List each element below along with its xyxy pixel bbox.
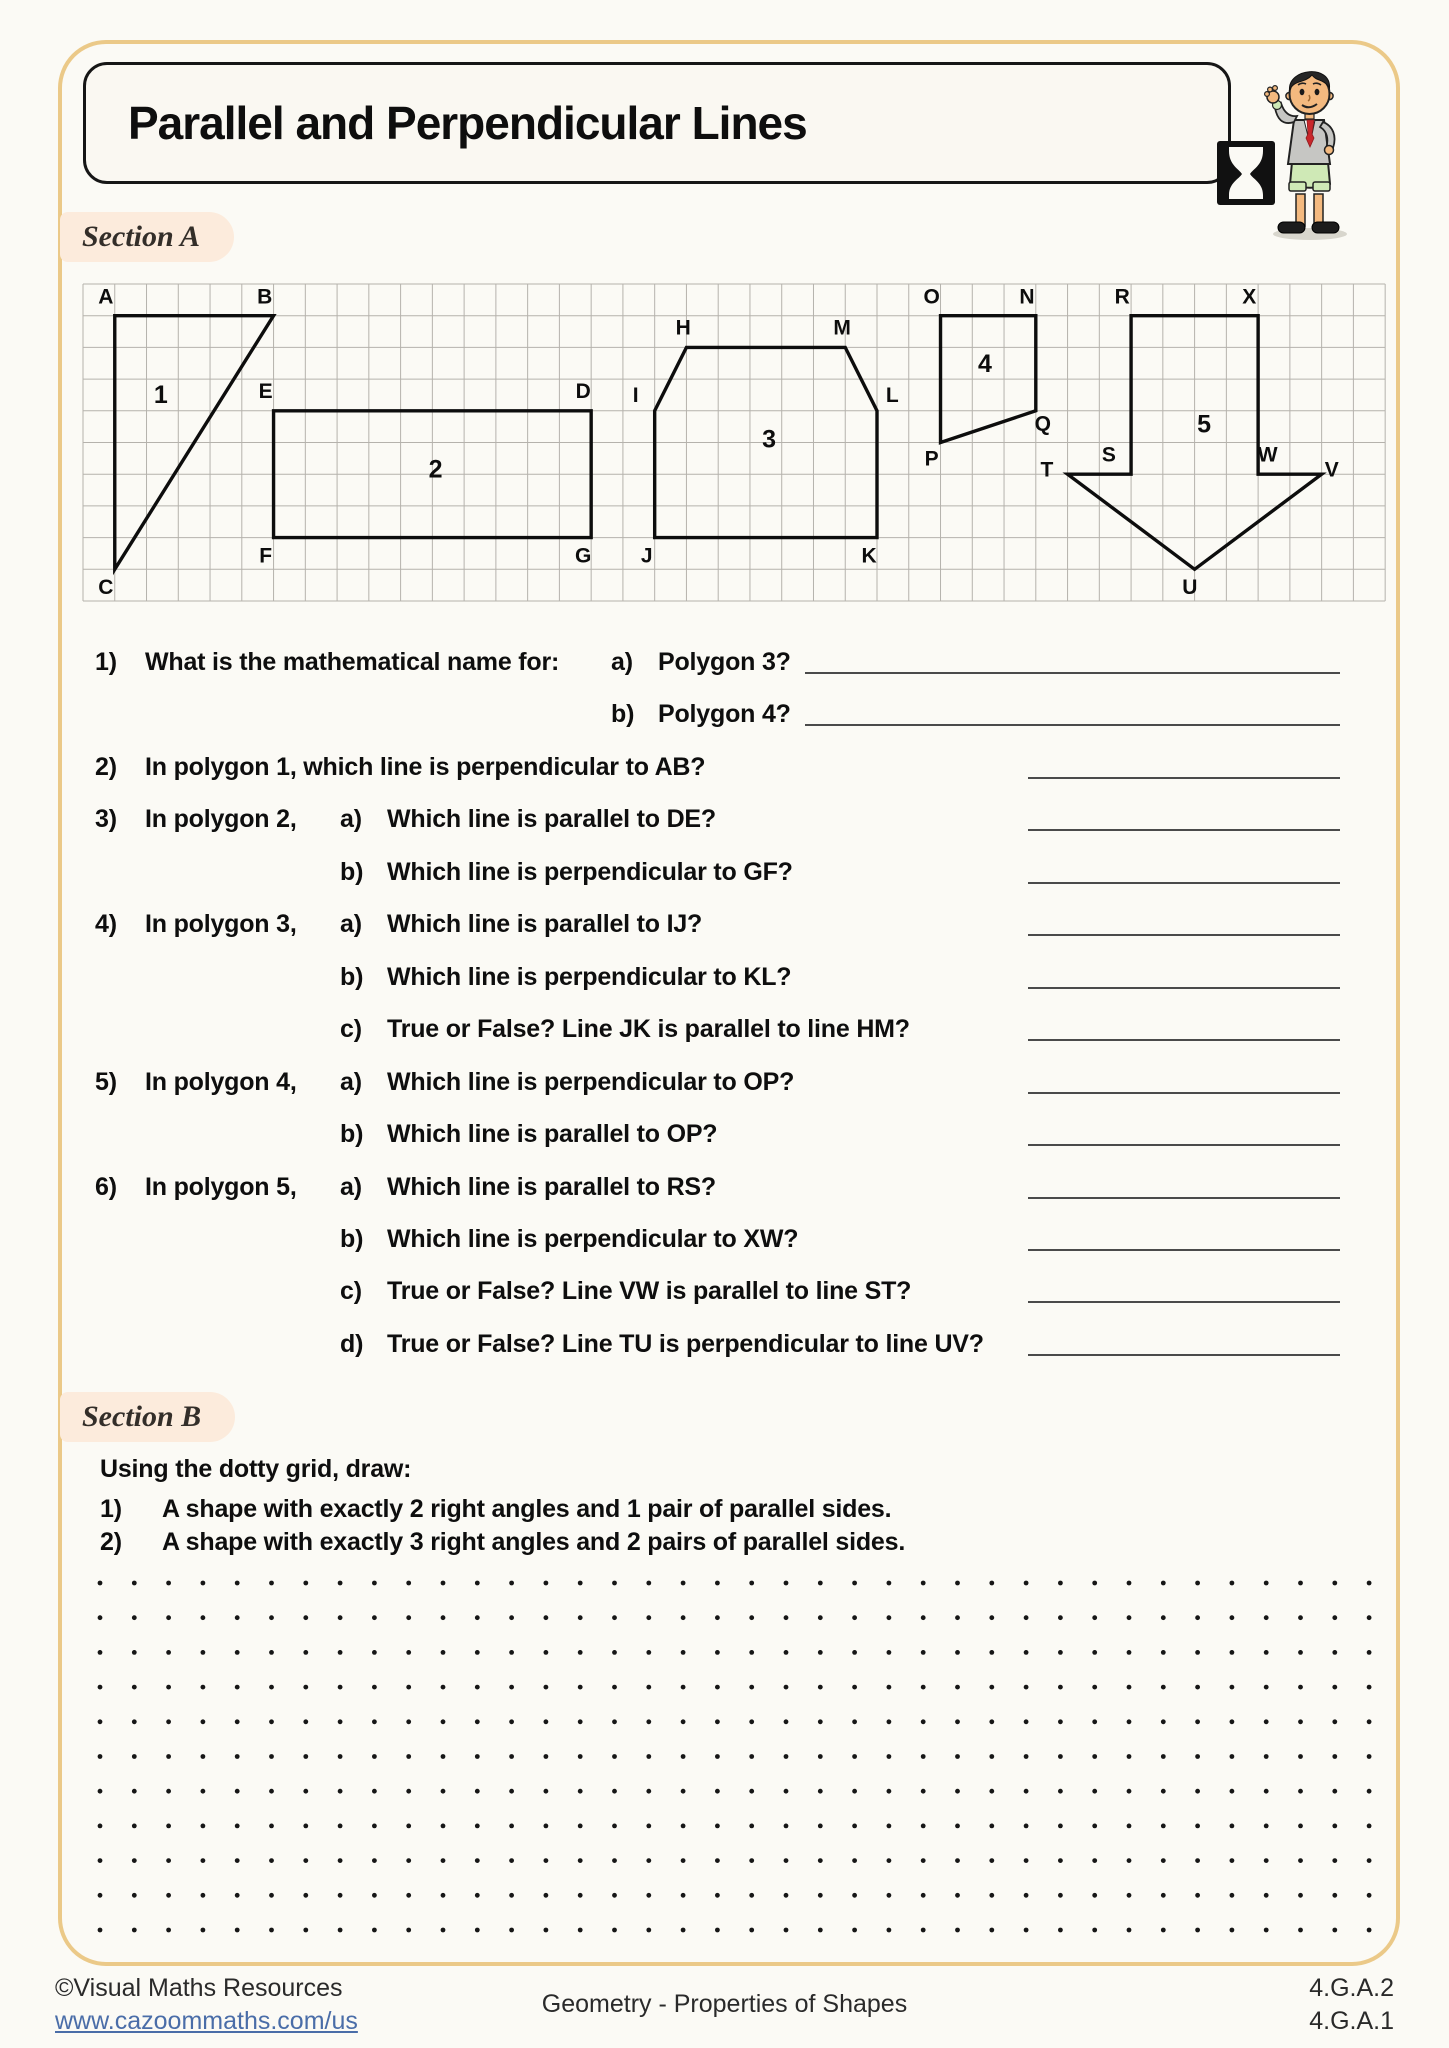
answer-blank [805, 645, 1340, 674]
answer-blank [1028, 1117, 1340, 1146]
question-subtext: Which line is perpendicular to XW? [387, 1224, 799, 1253]
section-b-item-text: A shape with exactly 3 right angles and 2 pairs of parallel sides. [162, 1528, 906, 1556]
section-a-label [60, 212, 234, 262]
title-box [83, 62, 1231, 184]
question-subletter: b) [340, 962, 364, 991]
question-subtext: Which line is perpendicular to KL? [387, 962, 792, 991]
question-row [0, 645, 1449, 679]
question-subletter: a) [340, 1067, 362, 1096]
footer-center-text: Geometry - Properties of Shapes [541, 1990, 908, 2018]
question-subtext: Which line is parallel to OP? [387, 1120, 718, 1149]
section-b-intro: Using the dotty grid, draw: [100, 1455, 412, 1483]
question-text: In polygon 3, [145, 910, 297, 939]
answer-blank [805, 697, 1340, 726]
vertex-label-S: S [1101, 443, 1116, 467]
page-title: Parallel and Perpendicular Lines [128, 97, 807, 149]
question-subtext: Which line is parallel to DE? [387, 805, 716, 834]
question-number: 1) [95, 648, 117, 676]
question-subletter: a) [340, 805, 362, 834]
vertex-label-R: R [1114, 285, 1130, 309]
vertex-label-H: H [675, 316, 691, 340]
section-b-item-text: A shape with exactly 2 right angles and 1 pair of parallel sides. [162, 1495, 892, 1523]
question-text: In polygon 4, [145, 1067, 297, 1096]
answer-blank [1028, 1065, 1340, 1094]
footer-standard: 4.G.A.1 [1309, 2007, 1394, 2035]
vertex-label-A: A [98, 285, 114, 309]
vertex-label-T: T [1040, 458, 1054, 482]
question-number: 6) [95, 1172, 117, 1201]
question-subtext: Polygon 3? [658, 648, 791, 676]
question-subtext: Which line is perpendicular to OP? [387, 1067, 795, 1096]
question-row [0, 750, 1449, 784]
vertex-label-X: X [1242, 285, 1257, 309]
question-subtext: Which line is perpendicular to GF? [387, 857, 793, 886]
section-b-item-number: 2) [100, 1528, 122, 1556]
question-number: 2) [95, 752, 117, 781]
question-row [0, 1117, 1449, 1151]
dotty-grid [96, 1576, 1375, 1937]
question-number: 4) [95, 910, 117, 939]
question-row [0, 1170, 1449, 1204]
answer-blank [1028, 960, 1340, 989]
vertex-label-U: U [1182, 576, 1198, 600]
answer-blank [1028, 802, 1340, 831]
question-subtext: True or False? Line TU is perpendicular to line UV? [387, 1329, 984, 1358]
polygon-number: 4 [978, 350, 992, 379]
question-subtext: Which line is parallel to RS? [387, 1172, 716, 1201]
footer-standard: 4.G.A.2 [1309, 1974, 1394, 2002]
question-subletter: b) [611, 700, 635, 729]
vertex-label-N: N [1019, 285, 1035, 309]
question-text: What is the mathematical name for: [145, 648, 560, 676]
vertex-label-F: F [259, 544, 273, 568]
vertex-label-D: D [575, 380, 591, 404]
question-row [0, 855, 1449, 889]
question-subletter: d) [340, 1329, 364, 1358]
polygon-number: 5 [1197, 410, 1212, 439]
boy-character-illustration [1252, 58, 1362, 243]
vertex-label-G: G [575, 544, 592, 568]
question-subtext: True or False? Line JK is parallel to line HM? [387, 1015, 910, 1044]
question-text: In polygon 2, [145, 805, 297, 834]
answer-blank [1028, 907, 1340, 936]
vertex-label-I: I [632, 383, 639, 407]
question-subletter: b) [340, 1224, 364, 1253]
vertex-label-O: O [923, 285, 940, 309]
footer-copyright: ©Visual Maths Resources [55, 1974, 343, 2002]
question-text: In polygon 1, which line is perpendicular to AB? [145, 752, 706, 781]
question-row [0, 1274, 1449, 1308]
footer-url-link[interactable]: www.cazoommaths.com/us [55, 2007, 358, 2035]
vertex-label-K: K [861, 544, 877, 568]
answer-blank [1028, 750, 1340, 779]
polygon-number: 1 [153, 380, 168, 409]
polygon-number: 3 [762, 425, 776, 454]
answer-blank [1028, 1274, 1340, 1303]
section-a-label-text: Section A [82, 220, 201, 253]
question-subletter: a) [611, 648, 633, 676]
question-subletter: b) [340, 1120, 364, 1149]
question-subletter: a) [340, 1172, 362, 1201]
answer-blank [1028, 1012, 1340, 1041]
question-subletter: c) [340, 1277, 362, 1306]
question-row [0, 802, 1449, 836]
vertex-label-L: L [885, 383, 899, 407]
vertex-label-P: P [924, 447, 939, 471]
answer-blank [1028, 1327, 1340, 1356]
question-row [0, 960, 1449, 994]
vertex-label-W: W [1257, 443, 1278, 467]
answer-blank [1028, 855, 1340, 884]
answer-blank [1028, 1170, 1340, 1199]
vertex-label-Q: Q [1034, 412, 1051, 436]
question-text: In polygon 5, [145, 1172, 297, 1201]
question-number: 3) [95, 805, 117, 834]
question-subtext: Polygon 4? [658, 700, 791, 729]
polygon-grid [83, 284, 1385, 601]
vertex-label-M: M [833, 316, 851, 340]
question-subtext: Which line is parallel to IJ? [387, 910, 703, 939]
question-row [0, 907, 1449, 941]
section-b-label [60, 1392, 235, 1442]
section-b-label-text: Section B [82, 1400, 202, 1433]
question-row [0, 697, 1449, 731]
vertex-label-E: E [258, 380, 273, 404]
answer-blank [1028, 1222, 1340, 1251]
question-subletter: c) [340, 1015, 362, 1044]
vertex-label-C: C [98, 576, 114, 600]
question-row [0, 1327, 1449, 1361]
vertex-label-B: B [257, 285, 273, 309]
question-row [0, 1065, 1449, 1099]
polygon-number: 2 [428, 455, 443, 484]
question-subletter: b) [340, 857, 364, 886]
question-subtext: True or False? Line VW is parallel to line ST? [387, 1277, 912, 1306]
question-number: 5) [95, 1067, 117, 1096]
vertex-label-V: V [1324, 458, 1339, 482]
section-b-item-number: 1) [100, 1495, 122, 1523]
vertex-label-J: J [640, 544, 653, 568]
question-subletter: a) [340, 910, 362, 939]
question-row [0, 1012, 1449, 1046]
question-row [0, 1222, 1449, 1256]
